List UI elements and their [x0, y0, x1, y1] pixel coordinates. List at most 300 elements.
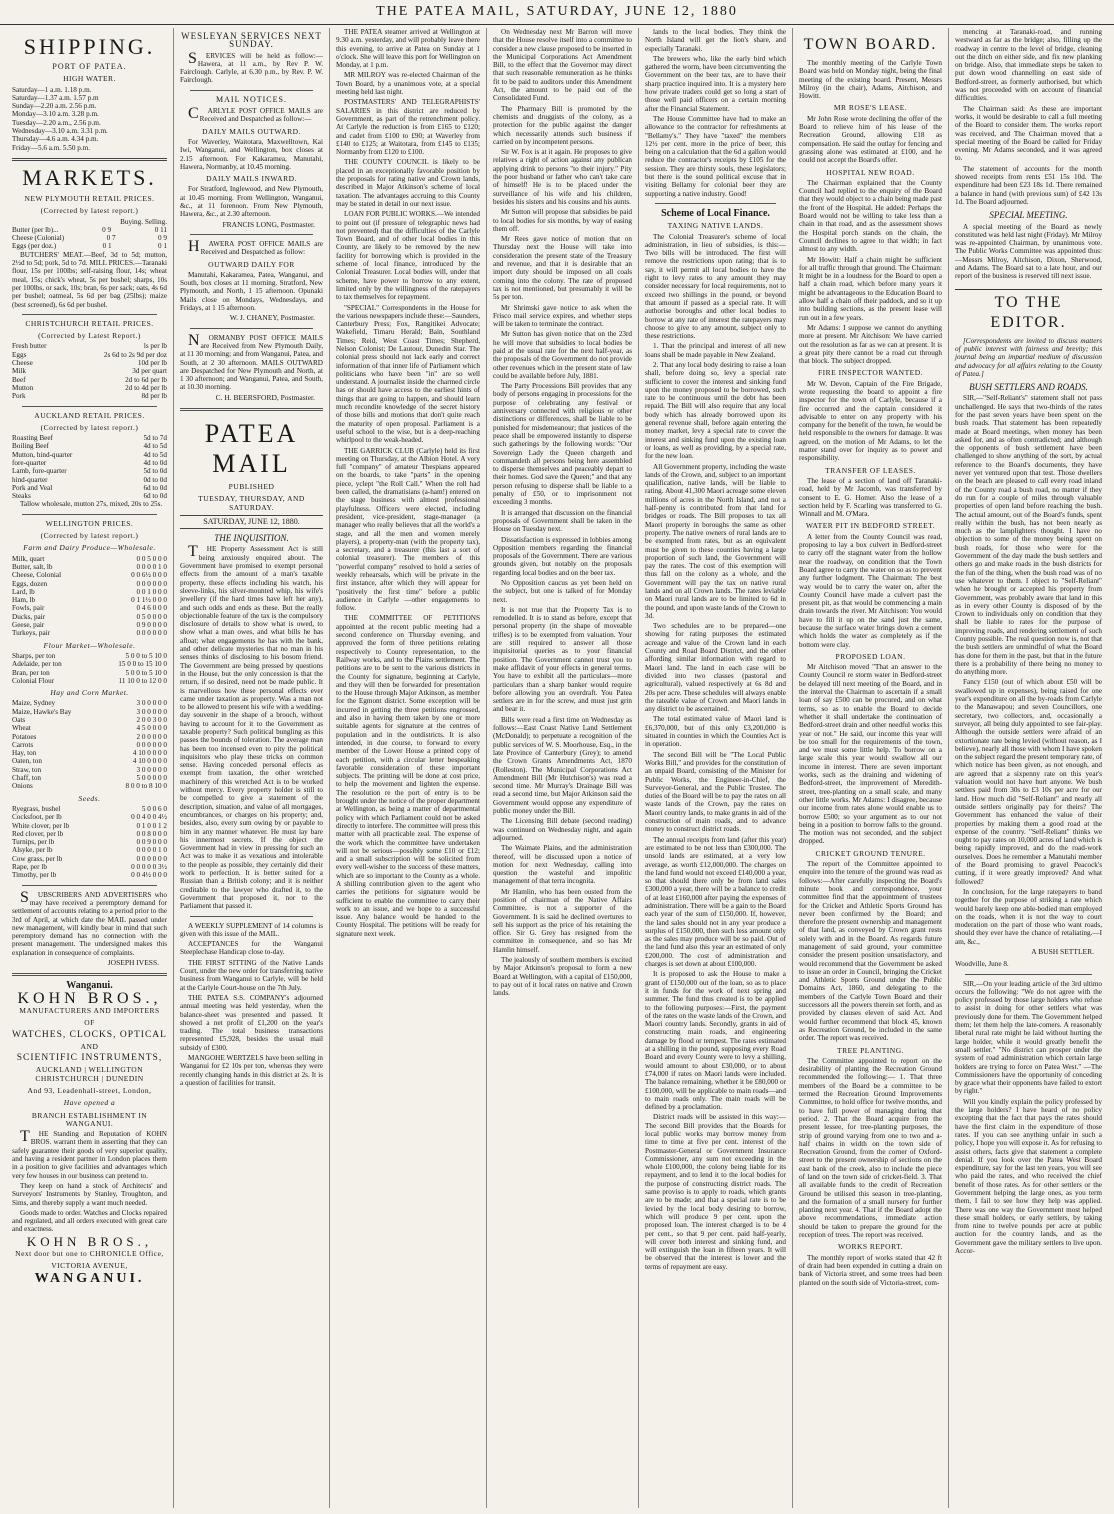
column-2 [173, 28, 329, 1508]
price-cell: Eggs (per doz.) [12, 242, 57, 251]
gossip-item: The Licensing Bill debate (second reading) was continued on Wednesday night, and again adjourned. [493, 817, 632, 842]
price-row [12, 846, 167, 854]
price-cell: Cow grass, per lb [12, 854, 63, 863]
mail-text-3: For Stratford, Inglewood, and New Plymouth, at 10.45 morning. From Wellington, Wanganui, &c., at 11 forenoon. From New Plymouth, Hawera, &c., at 2.30 afternoon. [180, 185, 323, 219]
price-row [12, 555, 167, 563]
price-cell: 2s 6d to 2s 9d per doz [103, 350, 167, 359]
board-item: The Chairman said: As these are important works, it would be desirable to call a full meeting of the Board to consider them. The works report was received, and The Chairman moved that a special meeting of the Board be called for Friday evening. Mr Adams seconded, and it was agreed to. [955, 104, 1102, 163]
board-subheading: CRICKET GROUND TENURE. [815, 848, 926, 858]
price-cell: 2 0 0 3 0 0 [136, 716, 167, 724]
news-item: THE PATEA steamer arrived at Wellington at 9.30 a.m. yesterday, and will probably leave there this evening, to arrive at Patea on Sunday at 1 o'clock. She will leave this port for Wellington on Monday, at 1 p.m. [336, 28, 480, 70]
price-row [12, 629, 167, 637]
price-cell: Alsyke, per lb [12, 846, 53, 855]
price-cell: 0 0 1 0 0 0 [136, 587, 167, 596]
finance-item: The Colonial Treasurer's scheme of local administration, in lieu of subsidies, is this:—Two bills will be introduced. The first will remove the restrictions upon rating; that is to say, it will permit all local bodies to have the right to levy rates to any amount they may consider necessary for local requirements, not to exceed two shillings in the pound, or beyond that amount if passed as a special rate. It will authorise boroughs and other local bodies to borrow at any rate of interest the ratepayers may choose to give to any amount, subject only to these restrictions. [645, 232, 786, 341]
tide-row: Wednesday—3.10 a.m. 3.31 p.m. [12, 127, 108, 136]
board-subheading: WATER PIT IN BEDFORD STREET. [805, 521, 936, 531]
price-cell: 5d to 0d [143, 467, 167, 476]
subscribers-notice: SUBSCRIBERS AND ADVERTISERS who may have received a peremptory demand for settlement of accounts relating to a period prior to the 3rd of April, at which date the MAIL passed under new management, will kindly bear in mind that such peremptory demand has no connection with the present management. The undersigned makes this explanation in consequence of complaints. [12, 888, 167, 957]
price-cell: 0 0 0 0 0 3½ [131, 863, 167, 872]
column-5 [638, 28, 792, 1508]
board-item: Mr Aitchison moved "That an answer to the County Council re storm water in Bedford-street be delayed till next meeting of the Board, and in the interval the Chairman to ascertain if a small loan of say £500 can be procured, and on what terms, so as to enable the Board to decide whether it shall undertake the continuation of Bedford-street drain and other needful works this year or not." He said, our income this year will be too small for the requirements of the town, and we must some little help. To borrow on a large scale this year would swallow all our income in interest. There are seven important works, such as the draining and widening of Bedford-street, the improvement of Meredith-street, tree-planting on a small scale, and many other little works. Mr Adams: I disagree, because our income from rates alone would enable us to borrow £500; so your argument as to our not being in a position to borrow falls to the ground. The motion was not seconded, and the subject dropped. [799, 663, 942, 846]
price-cell: 3 0 0 0 0 0 [136, 699, 167, 708]
price-row [12, 476, 167, 484]
news-item: lands to the local bodies. They think the North Island will get the lion's share, and especially Taranaki. [645, 28, 786, 53]
wl-prices-heading: WELLINGTON PRICES. [45, 518, 134, 528]
price-row [12, 782, 167, 790]
price-row [12, 677, 167, 685]
price-row [12, 367, 167, 375]
finance-item: It is proposed to ask the House to make a grant of £150,000 out of the loan, so as to place it in funds for the work of next spring and summer. The fund thus created is to be applied to the following purposes:—First, the payment of the rates on the waste lands of the Crown, and Maori country lands. Secondly, grants in aid of constructing main roads, and engineering damage by flood or tempest. The rates estimated at a shilling in the pound, supposing every Road Board and every County were to levy a shilling, would amount to about £30,000, or to about £74,000 if rates on Maori lands were included. The balance remaining, whether it be £80,000 or £100,000, will be applicable to main roads—and to main roads only. The main roads will be defined by a proclamation. [645, 970, 786, 1112]
price-cell: Oaten, ton [12, 757, 42, 766]
gossip-item: It is arranged that discussion on the financial proposals of Government shall be taken in the House on Tuesday next. [493, 508, 632, 534]
letter-signature: A BUSH SETTLER. [1031, 946, 1094, 956]
price-row [12, 822, 167, 830]
price-row [12, 571, 167, 579]
price-cell: Cheese [12, 359, 33, 368]
price-cell: Cheese (Colonial) [12, 234, 65, 243]
price-cell: 4d to 5d [143, 442, 167, 451]
news-item: The House Committee have had to make an allowance to the contractor for refreshments at "Bellamy's." They have "taxed" the members 12½ per cent. more in the price of beer, this being on a calculation that the 6d a gallon would reduce the contractor's receipts by £105 for the session. They are thirsty souls, these legislators; but there is the sound political excuse that in visiting Bellamy for colonial beer they are supporting a native industry. Good! [645, 114, 786, 198]
price-row [12, 604, 167, 612]
gossip-item: Mr Sutton has given notice that on the 23rd he will move that subsidies to local bodies be paid at the usual rate for the next half-year, as the proposals of the Government do not provide other revenues which in the present state of law could be available before July, 1881. [493, 330, 632, 380]
price-row [12, 741, 167, 749]
hawera-text: HAWERA POST OFFICE MAILS are Received and Despatched as follow: [188, 237, 323, 257]
price-cell: 0 0 4½ 0 0 0 [131, 871, 167, 880]
gossip-item: The Party Processions Bill provides that any body of persons engaging in processions for the purpose of celebrating any festival or anniversary connected with religious or other distinctions or differences, shall be liable to be punished for misdemeanour; that justices of the peace shall be empowered instantly to disperse such gatherings by the following words: "Our Sovereign Lady the Queen chargeth and commandeth all persons being here assembled to disperse themselves and peaceably depart to their homes. God save the Queen;" and that any person refusing to disperse shall be liable to a penalty of £50, or to imprisonment not exceeding 3 months. [493, 382, 632, 507]
kohn-cities: AUCKLAND | WELLINGTON CHRISTCHURCH | DUNEDIN [35, 1065, 144, 1083]
price-cell: 0 0 0 0 0 0 [136, 854, 167, 863]
kohn-footer-3: VICTORIA AVENUE, [51, 1261, 128, 1271]
board-item: Mr Howitt: Half a chain might be sufficient for all traffic through that ground. The Chairman: It might be in a loudness for the Board to open a half a chain road, which before many years it might be advantageous to the Education Board to allow half a chain off their paddock, and so it up into building sections, as the present lease will run out in a few years. [799, 255, 942, 322]
finance-item: 1. That the principal and interest of all new loans shall be made payable in New Zealand. [645, 342, 786, 359]
price-row [12, 351, 167, 359]
board-subheading: PROPOSED LOAN. [835, 651, 906, 661]
board-item: The Committee appointed to report on the desirability of planting the Recreation Ground recommended the following:— 1. That three members of the Board be a committee to be termed the Recreation Ground Improvements Committee, to hold office for twelve months, and to have full power of managing during that period. 2. That the Board acquire from the present lessee, for tree-planting purposes, the strip of ground varying from one to two and a-half chains in width on the town side of Recreation Ground, from the corner of Oxford-street to the present ownership of sections on the east bank of the creek, also to include the piece of land on the town side of cricket-field. 3. That all available funds to the credit of Recreation Ground be utilised this season in tree-planting, and the formation of a small nursery for further planting next year. 4. That if the Board adopt the above recommendations, immediate action should be taken to prepare the ground for the reception of trees. The report was received. [799, 1056, 942, 1240]
price-cell: Straw, ton [12, 765, 42, 774]
price-row [12, 226, 167, 234]
price-cell: Butter, salt, lb [12, 562, 53, 571]
editor-note: [Correspondents are invited to discuss matters of public interest with fairness and brevity; this journal being an impartial medium of discussion and advocacy for all affairs relating to the County of Patea.] [955, 336, 1102, 378]
price-cell: 0 1 [102, 242, 112, 251]
price-cell: 4d to 5d [143, 450, 167, 459]
price-cell: 0 9 [102, 225, 112, 234]
price-cell: 4 5 0 0 0 0 [136, 724, 167, 733]
price-cell: 0 1 1½ 0 0 0 [131, 596, 167, 605]
price-cell: Onions [12, 782, 33, 791]
price-cell: Eggs, dozen [12, 579, 48, 588]
hawera-text-2: Manutahi, Kakaramea, Patea, Wanganui, and South, box closes at 11 morning. Stratford, New Plymouth, and North, 1 15 afternoon. Opunaki Mails close on Mondays, Wednesdays, and Fridays, at 1 15 afternoon. [180, 270, 323, 313]
kohn-brand: KOHN BROS., [17, 989, 162, 1007]
price-row [12, 596, 167, 604]
news-item: THE GARRICK CLUB (Carlyle) held its first meeting on Thursday, at the Albion Hotel. A very full "company" of amateur Thespians appeared on the boards, to take "parts" in the opening piece, yclept "the Roll Call." When the roll had been called, the dramatisians (a-ham!) entered on the stage business with almost professional playfulness. Officers were elected, including president, vice-president, stage-manager (a manager who really believes that all the world's a stage, and all the men and women merely players), a property-man (with the property tax), a secretary, and a treasurer (this last a sort of colonial treasurer). The members of this "powerful company" resolved to hold a series of weekly rehearsals, which will be private in the first instance, after which they will appear for "positively the first time" before a public audience in Carlyle —other engagements to follow. [336, 446, 480, 613]
tide-row: Saturday—1.37 a.m. 1.57 p.m [12, 93, 99, 102]
gossip-item: Dissatisfaction is expressed in lobbies among Opposition members regarding the financial proposals of the Government. There are various grounds given, but notably on the proposals regarding local bodies and on the beer tax. [493, 535, 632, 577]
column-1 [6, 28, 173, 1508]
letter-text: Will you kindly explain the policy professed by the large holders? I have heard of no policy excepting that the fact that pays the rates should have the first claim in the expenditure of those rates. If you can see anything unfair in such a policy, I hope you will expose it. As for refusing to assist others, facts give that statement a complete denial. If you look over the Patea West Board expenditure, say for the last ten years, you will see who paid the rates, and who received the chief benefit of those rates. As for other settlers or the Government helping the large ones, as you term them, I fail to see how they help was applied. There was one way the Government most helped these small holders, or early settlers, by taking from nine to twelve pounds per acre at public auction for the country lands, and as the Government gave the military settlers to live upon. Accor- [955, 1097, 1102, 1256]
ch-prices-sub: (Corrected by Latest Report.) [38, 331, 141, 341]
price-cell: Milk [12, 367, 26, 376]
price-cell: Lamb, fore-quarter [12, 467, 67, 476]
gossip-item: It is not true that the Property Tax is to remodelled. It is to stand as before, except that personal property (in the shape of moveable trifles) is to be exempted from valuation. Your are still required to answer all those inquisitorial queries as to your financial position. The Government cannot trust you to make affidavit of your effects in general terms. You have to exhibit all the particulars—more particulars than a sharp banker would require before allowing you an overdraft. You Patea settlers are in for the screw, and must just grin and bear it. [493, 605, 632, 714]
news-item: MR MILROY was re-elected Chairman of the Town Board, by a unanimous vote, at a special meeting held last night. [336, 71, 480, 97]
wl-hay-table [12, 699, 167, 790]
letter-text: Fancy £150 (out of which about £50 will be swallowed up in expenses), being raised for one year's expenditure on all the by-roads from Carlyle to the Manawapou; and seven Councillors, one secretary, two collectors, and, occasionally a surveyor, all being duly appointed to see fair-play. Although the outside settlers were afraid of an extortionate rate being levied (without reason, as I believe), nearly all those with whom I have spoken on the subject regard the present temporary rate, of which notice has been given, as not enough, and are agreed that a sixpenny rate on this year's valuation would not have hurt anyone. We bush settlers paid from 30s to £3 10s per acre for our land. How much did "Self-Reliant" and nearly all outside settlers originally pay for theirs? The Government has enhanced the value of their properties by making them a good road at the expense of the country. "Self-Reliant" thinks we ought to pay rates on 10,000 acres of land which is being rapidly improved, and do the road-work ourselves. Does he remember a Manutahi member of the Board promising to gravel Peacock's cutting, if it were greatly improved? And what followed? [955, 678, 1102, 886]
price-cell: 0 9 [158, 234, 167, 243]
tide-row: Tuesday—2.20 a.m., 2.56 p.m. [12, 118, 101, 127]
gossip-item: On Wednesday next Mr Barron will move that the House resolve itself into a committee to consider a new clause proposed to be inserted in the Municipal Corporations Act Amendment Bill, to the effect that the Governor may direct that such reasonable remuneration as he thinks fit to be paid to auditors under this Amendment Act, the amount to be paid out of the Consolidated Fund. [493, 28, 632, 103]
price-row [12, 805, 167, 813]
price-row [12, 588, 167, 596]
columns-container [6, 28, 1108, 1508]
gossip-item: The Pharmacy Bill is promoted by the chemists and druggists of the colony, as a protection for the public against the danger which necessarily attends such business if carried on by incompetent persons. [493, 104, 632, 146]
price-cell: Colonial Flour [12, 676, 55, 685]
mail-daily-out: DAILY MAILS OUTWARD. [202, 126, 301, 136]
wl-farm-heading: Farm and Dairy Produce—Wholesale. [23, 543, 156, 553]
price-row [12, 757, 167, 765]
gossip-item: Sir W. Fox is at it again. He proposes to give relatives a right of action against any publican applying drink to persons "to their injury." Pity the poor husband or father who can't take care of himself! He is to be placed under the surveillance of his wife and his children, besides his sisters and his cousins and his aunts. [493, 148, 632, 206]
price-cell: Sharps, per ton [12, 651, 56, 660]
price-cell: 6d to 0d [143, 492, 167, 501]
kohn-and: AND [80, 1041, 99, 1051]
price-row [12, 716, 167, 724]
published-label: PUBLISHED [228, 481, 275, 491]
shipping-heading: SHIPPING. [23, 34, 156, 59]
price-cell: 4 10 0 0 0 0 [132, 757, 167, 766]
price-cell: 5d to 7d [143, 434, 167, 443]
finance-item: Two schedules are to be prepared—one showing for rating purposes the estimated acreage and value of the Crown land in each County and Road Board District, and the other affording similar information with regard to Maori land. The land in each case will be divided into two classes (pastoral and agricultural), valued respectively at 6s 8d and 20s per acre. These schedules will always enable the rateable value of Crown and Maori lands in any district to be ascertained. [645, 622, 786, 714]
np-cols: Buying. Selling. [120, 217, 167, 226]
price-cell: 2d to 6d per lb [125, 375, 167, 384]
ak-prices-sub: (Corrected by latest report.) [40, 422, 139, 432]
price-cell: 8 0 0 to 8 10 0 [125, 782, 167, 791]
tide-row: Saturday—1 a.m. 1.18 p.m. [12, 85, 92, 94]
price-cell: Carrots [12, 740, 34, 749]
gossip-item: Mr Shrimski gave notice to ask when the Frisco mail service expires, and whether steps will be taken to terminate the contract. [493, 303, 632, 329]
price-cell: 5 0 0 to 5 10 0 [125, 651, 167, 660]
kohn-footer-4: WANGANUI. [34, 1270, 145, 1286]
price-cell: 0 0 6½ 0 0 0 [131, 571, 167, 580]
price-cell: 10d per lb [137, 359, 167, 368]
price-row [12, 242, 167, 250]
price-cell: White clover, per lb [12, 821, 70, 830]
price-cell: Milk, quart [12, 554, 45, 563]
kohn-text-2: They keep on hand a stock of Architects' and Surveyors' Instruments by Stanley, Troughton, and Sims, and thereby supply a want much needed. [12, 1181, 167, 1207]
ak-note: Tallow wholesale, mutton 27s, mixed, 20s to 25s. [20, 500, 163, 509]
editorial-heading: THE INQUISITION. [214, 533, 289, 544]
price-row [12, 613, 167, 621]
port-heading: PORT OF PATEA. [52, 62, 127, 71]
price-row [12, 652, 167, 660]
board-item: Mr W. Devon, Captain of the Fire Brigade, wrote requesting the board to appoint a fire inspector for the town of Carlyle, because if a fire occurred and the captain considered it advisable to enter on any property with his company for the benefit of the town, he would be held responsible to the owners for damage. It was agreed, on the motion of Mr Adams, to let the matter stand over for inquiry as to power and responsibility. [799, 379, 942, 463]
price-row [12, 660, 167, 668]
price-cell: Wheat [12, 724, 31, 733]
kohn-footer: KOHN BROS., [26, 1233, 153, 1249]
price-cell: 4d to 0d [143, 458, 167, 467]
price-cell: Butter (per lb)... [12, 225, 59, 234]
gossip-item: No Opposition caucus as yet been held on the subject, but one is talked of for Monday next. [493, 579, 632, 604]
wesleyan-heading: WESLEYAN SERVICES NEXT SUNDAY. [181, 31, 322, 50]
gossip-item: Bills were read a first time on Wednesday as follows:—East Coast Native Land Settlement (McDonald); to perpetuate a recognition of the public services of W. S. Moorhouse, Esq., in the late Province of Canterbury (Grey); to amend the Crown Grants Amendments Act, 1870 (Rolleston). The Municipal Corporations Act Amendment Bill (Mr Hutchison's) was read a second time. Mr Murray's Drainage Bill was read a second time, but Major Atkinson said the Government would oppose any expenditure of public money under the Bill. [493, 715, 632, 816]
ch-price-table [12, 342, 167, 400]
wl-flour-table [12, 652, 167, 685]
price-row [12, 669, 167, 677]
price-cell: Red clover, per lb [12, 829, 64, 838]
price-cell: 0 0 9 0 0 0 [136, 838, 167, 847]
mail-text-2: For Waverley, Waitotara, Maxwelltown, Kai Iwi, Wanganui, and Wellington, box closes at 2.15 afternoon. For Kakaramea, Manutahi, Hawera, Normanby, at 10.45 morning. [180, 137, 323, 171]
supplement-note: A WEEKLY SUPPLEMENT of 14 columns is given with this issue of the MAIL. [180, 921, 323, 938]
letter-text: SIR,—"Self-Reliant's" statement shall not pass unchallenged. He says that two-thirds of the rates for the past seven years have been spent on the bush roads. That statement has been repeatedly made at Board meetings, when money has been asked for, and as often contradicted; and although the opponents of bush settlement have been challenged to show anything of the sort, by actual reference to the Board's documents, they have never yet ventured upon that test. Those dwellers on the beach are pleased to call every road inland of the County road a bush road, no matter if they do run for a couple of miles through valuable properties of open land before reaching the bush. The actual amount, out of the Board's funds, spent really within the bush, has not been nearly as much as the lamplighters thought. I have no objection to some of the money being spent on bush roads, for those who were for the Government of the day made the bush settlers and others go and make roads in the bush districts for the fun of the thing, when the bush road was of no use whatever to them. I object to "Self-Reliant" when he brought or accepted his property from Government, was probably aware that land in this as in every other County is disposed of by the Crown to individuals only on condition that they shall be liable to rates for the purpose of improving roads, and rendering settlement of such County possible. The real question now is, not that the bush settlers are unmindful of what the Board has done for them in the past, but that in the future there is a probability of there being no money to do anything more. [955, 394, 1102, 677]
price-row [12, 376, 167, 384]
price-cell: 8d per lb [141, 392, 167, 401]
price-row [12, 774, 167, 782]
acceptances-note: ACCEPTANCES for the Wanganui Steeplechase Handicap close to-day. [180, 940, 323, 957]
board-item: Mr John Rose wrote declining the offer of the Board to relieve him of his lease of the Recreation Ground, allowing £18 as compensation. He said the outlay for fencing and grassing alone was estimated at £100, and he could not accept the Board's offer. [799, 114, 942, 165]
price-cell: Rape, per lb [12, 863, 47, 872]
price-cell: Eggs [12, 350, 27, 359]
price-cell: Pork and Veal [12, 483, 53, 492]
price-cell: 0 5 0 0 0 0 [136, 612, 167, 621]
kohn-of: OF [84, 1018, 95, 1028]
price-row [12, 749, 167, 757]
markets-heading: MARKETS. [12, 158, 167, 191]
price-cell: Turnips, per lb [12, 838, 55, 847]
wl-hay-heading: Hay and Corn Market. [50, 688, 129, 698]
editorial-text: THE Property Assessment Act is still being anxiously enquired about. The Government have promised to exempt personal effects from the amount of a man's taxable property, these effects including his watch, his sleeve-links, his silver-mounted whip, his wife's jewellery (if the hard times have left her any), and such odds and ends as these. But the really objectionable feature of the tax is the compulsory disclosure of details to show what is owed, to show what a man owes, and what bills he has afloat; what engagements he has with the bank, and other delicate mysteries that no man in his senses thinks of disclosing to his bosom friend. The Government are being pressed by questions in the House, but the only concession is that the return, if so desired, need not be made public. It is marvellous how these personal effects ever came under taxation as property. Was a man not to be allowed to present his wife with a wedding-day souvenir in the shape of a brooch, without having to account for it to the Government as taxable property? Such political bungling as this passes the bounds of toleration. The average man has been too incensed even to pity the political inquisitors who play these tricks on common sense. Having conceded personal effects as exempt from taxation, the other wretched machinery of this wretched Act is to be worked without mercy. Every property holder is still to be compelled to give a statement of the description, situation, and value of all mortgages, encumbrances, or charges on his property; and, besides, also, every sum owing by or payable to him in any manner whatever. He must lay bare his innermost secrets. If the object the Government had in view in pressing for such an Act was to make it as vexatious and intolerable to the people as possible, they certainly did their work to perfection. It is better suited for a Russian than a British colony; and it is neither creditable to the lawyer who drafted it, to the Government that proposed it, nor to the Parliament that passed it. [180, 543, 323, 911]
price-row [12, 467, 167, 475]
wanganui-heading: Wanganui. [66, 980, 113, 992]
to-the-editor-heading: TO THE EDITOR. [955, 289, 1102, 333]
price-cell: Cheese, Colonial [12, 571, 62, 580]
issue-date: SATURDAY, JUNE 12, 1880. [180, 515, 323, 529]
tide-list [12, 86, 167, 152]
column-6 [792, 28, 948, 1508]
price-cell: 0 0 0 0 0 0 [136, 740, 167, 749]
price-cell: 0 4 6 0 0 0 [136, 604, 167, 613]
masthead: THE PATEA MAIL, SATURDAY, JUNE 12, 1880 [0, 0, 1114, 25]
finance-item: 2. That any local body desiring to raise a loan shall, before doing so, levy a special rate sufficient to cover the interest and sinking fund upon the money proposed to be borrowed, such rate to be continuous until the debt has been repaid. The Bill will also require that any local body which has already borrowed upon its general revenue shall, before again entering the money market, levy a special rate to cover the interest and sinking fund upon the existing loan or loans, as well as providing, by a special rate, for the new loan. [645, 360, 786, 461]
normanby-text: NORMANBY POST OFFICE MAILS are Received from New Plymouth Daily, at 11 30 morning; and from Wanganui, Patea, and South, at 2 30 afternoon. MAILS OUTWARD are Despatched for New Plymouth and North, at 1 30 afternoon; and Wanganui, Patea, and South, at 10.30 morning. [180, 331, 323, 392]
news-item: The brewers who, like the early bird which gathered the worm, have been circumventing the Government on the beer tax, are to have their sharp practice inquired into. It is a mystery here how private traders could get so long a start of those well paid officers on a certain morning after the Financial Statement. [645, 54, 786, 113]
finance-item: The second Bill will be "The Local Public Works Bill," and provides for the constitution of an unpaid Board, consisting of the Minister for Public Works, the Engineer-in-Chief, the Surveyor-General, and the Public Trustee. The duties of the Board will be to pay the rates on all waste lands of the Crown, pay the rates on Maori country lands, to make grants in aid of the construction of main roads, and to advance money to construct district roads. [645, 750, 786, 834]
price-cell: 2 0 0 0 0 0 [136, 732, 167, 741]
price-cell: 0 0 0 0 1 0 [136, 562, 167, 571]
price-cell: 0 1 0 0 1 2 [136, 821, 167, 830]
bush-settlers-heading: BUSH SETTLERS AND ROADS. [969, 382, 1088, 393]
price-cell: ls per lb [143, 342, 167, 351]
price-cell: Hay, ton [12, 749, 37, 758]
price-cell: fore-quarter [12, 458, 47, 467]
price-row [12, 708, 167, 716]
finance-item: The annual receipts from land (after this year) are estimated to be not less than £300,000. The unsold lands are estimated, at a very low average, as worth £12,000,000. The charges on the land fund would not exceed £140,000 a year, so that should there only be from land sales £300,000 a year, there will be a balance to credit of at least £160,000 after paying the expenses of administration. There will be a gain to the Board each year of the sum of £150,000. If, however, the land sales should not in any year produce a surplus of £150,000, then such less amount only as the sales may produce will be so paid. Out of the land fund also this year an estimated of only £200,000. The cost of administration and charges is set down at about £100,000. [645, 835, 786, 969]
price-row [12, 766, 167, 774]
published-days: TUESDAY, THURSDAY, AND SATURDAY. [198, 494, 305, 512]
first-sitting-note: THE FIRST SITTING of the Native Lands Court, under the new order for transferring native business from Wanganui to Carlyle, will be held at the Carlyle Court-house on the 7th July. [180, 958, 323, 992]
price-cell: Potatoes [12, 732, 37, 741]
price-cell: 3d per quart [132, 367, 167, 376]
price-cell: Fresh butter [12, 342, 47, 351]
gossip-item: Mr Rees gave notice of motion that on Thursday next the House will take into consideration the present state of the Treasury and revenue, and that it is desirable that an import duty should be imposed on all coals coming into the colony. The rate of proposed tax is not mentioned, but presumably it will be 5s per ton. [493, 235, 632, 302]
np-prices-sub: (Corrected by latest report.) [40, 206, 139, 216]
letter-text: In conclusion, for the large ratepayers to band together for the purpose of striking a rate which would barely keep one able-bodied man employed on the roads, when it is not the way to court moderation on the part of those who want roads, should they ever have the chance of retaliating.—I am, &c., [955, 887, 1102, 946]
price-row [12, 459, 167, 467]
special-meeting-heading: SPECIAL MEETING. [989, 210, 1068, 221]
price-cell: Cocksfoot, per lb [12, 813, 62, 822]
price-cell: Mutton, hind-quarter [12, 450, 73, 459]
board-subheading: TREE PLANTING. [837, 1045, 904, 1055]
finance-item: District roads will be assisted in this way:—The second Bill provides that the Boards for local public works may borrow money from time to time at five per cent. interest of the Postmaster-General or Government Insurance Commissioner, any sum not exceeding in the whole £100,000, the colony being liable for its repayment, and to lend it to the local bodies for the purpose of constructing district roads. The same proviso is to apply to roads, which grants are to be made; and that a special rate is to be levied by the local body desiring to borrow, which will produce 9 per cent. upon the proposed loan. The interest charged is to be 4 per cent., so that 9 per cent. paid half-yearly, will cover both interest and sinking fund, and will extinguish the loan in fifteen years. It will be observed that the interest is lower and the terms of repayment are easy. [645, 1113, 786, 1271]
news-item: THE COMMITTEE OF PETITIONS appointed at the recent public meeting had a second conference on Thursday evening, and approved the form of three petitions relating respectively to County representation, to the Railway works, and to the Plains settlement. The petitions are to be sent to the various districts in the County for signature, beginning at Carlyle, and they will then be forwarded for presentation to the House through Major Atkinson, as member for the Egmont district. Some exception will be incurred in getting the three petitions engrossed, and also in having them taken by one or more suitable agents for signature at the centres of population and in the outdistricts. It is also intended, in due course, to forward to every member of the Lower House a printed copy of each petition, with a circular letter bespeaking favorable consideration of these important subjects. The printing will be done at cost price, to help the movement and lighten the expense. The resolution re the port of entry is to be brought under the notice of the proper department at Wellington, as being a matter of departmental policy with which Parliament could not be asked directly to interfere. The committee will press this matter with all practicable zeal. The expense of the work which the committee have undertaken will not be serious—possibly some £10 or £12; and a small subscription will be solicited from every well-wisher to the success of these matters, which are so important to the County as a whole. A shilling contribution given to the agent who carries the petitions for signature would be sufficient to enable the committee to carry their work to an issue, and we hope to a successful issue. Any balance would be handed to the County Hospital. The petitions will be ready for signature next week. [336, 614, 480, 938]
price-row [12, 392, 167, 400]
kohn-watches: WATCHES, CLOCKS, OPTICAL [12, 1029, 167, 1040]
letter-text: SIR,—On your leading article of the 3rd ultimo occurs the following: "We do not agree with the policy professed by those large holders who refuse to assist in doing for other settlers what was previously done for them. The Government helped them; let them help the late-comers. A reasonably liberal rural rate might be laid without hurting the large holder, while it would greatly benefit the small settler." "No district can prosper under the system of road administration which certain large holders are trying to force on Patea West." —The Commissioners have the opportunity of conceding by grace what their opponents have failed to extort by right." [955, 979, 1102, 1096]
price-cell: 0 0 0 0 1 0 [136, 846, 167, 855]
board-item: Mr Adams: I suppose we cannot do anything more at present. Mr Aitchison: We have carried out the resolution as far as we can at present. It is a great pity there cannot be a road cut through that block. The subject dropped. [799, 323, 942, 366]
price-cell: Maize, Hawke's Bay [12, 707, 72, 716]
mail-signature: FRANCIS LONG, Postmaster. [222, 219, 315, 229]
column-4 [486, 28, 638, 1508]
local-finance-heading: Scheme of Local Finance. [661, 207, 770, 219]
price-cell: Boiling Beef [12, 442, 49, 451]
gossip-item: The jealously of southern members is excited by Major Atkinson's proposal to form a new Board at Wellington, with a capital of £150,000, to pay out of it local rates on native and Crown lands. [493, 956, 632, 998]
wl-seeds-heading: Seeds. [78, 793, 101, 803]
taxing-native-lands-heading: TAXING NATIVE LANDS. [667, 221, 764, 231]
subscribers-signature: JOSEPH IVESS. [107, 958, 159, 968]
price-cell: 5 0 0 to 5 10 0 [125, 668, 167, 677]
price-row [12, 838, 167, 846]
price-cell: 0 0 5 0 0 0 [136, 554, 167, 563]
price-row [12, 359, 167, 367]
price-cell: Maize, Sydney [12, 699, 56, 708]
price-cell: 11 10 0 to 12 0 0 [118, 676, 167, 685]
price-row [12, 724, 167, 732]
price-cell: 2d to 4d per lb [125, 383, 167, 392]
price-cell: Ham, lb [12, 596, 36, 605]
price-cell: Pork [12, 392, 26, 401]
price-row [12, 234, 167, 242]
tide-row: Sunday—2.20 a.m. 2.56 p.m. [12, 102, 97, 111]
price-row [12, 871, 167, 879]
price-cell: Steaks [12, 492, 31, 501]
price-cell: 0 11 [154, 225, 167, 234]
column-3 [329, 28, 486, 1508]
ss-company-note: THE PATEA S.S. COMPANY's adjourned annual meeting was held yesterday, when the balance-sheet was presented and passed. It showed a net profit of £1,200 on the year's trading. The total business transactions represented £5,928, besides the usual mail subsidy of £300. [180, 993, 323, 1052]
wl-seed-table [12, 805, 167, 880]
price-row [12, 442, 167, 450]
price-cell: 3 0 0 0 0 0 [136, 765, 167, 774]
board-subheading: TRANSFER OF LEASES. [825, 465, 916, 475]
board-item: The lease of a section of land off Taranaki-road, held by Mr Jacomb, was transferred by consent to E. G. Homer. Also the lease of a section held by F. Scarling was transferred to G. Winnall and M. O'Mara. [799, 476, 942, 519]
price-cell: 0d to 0d [143, 475, 167, 484]
price-row [12, 733, 167, 741]
price-row [12, 342, 167, 350]
board-subheading: HOSPITAL NEW ROAD. [826, 167, 915, 177]
price-row [12, 621, 167, 629]
normanby-signature: C. H. BEERSFORD, Postmaster. [215, 392, 315, 402]
price-cell: 0 0 0 0 0 0 [136, 579, 167, 588]
price-row [12, 434, 167, 442]
price-row [12, 384, 167, 392]
tide-row: Friday—5.6 a.m. 5.50 p.m. [12, 143, 91, 152]
wl-flour-heading: Flour Market—Wholesale. [43, 640, 136, 650]
price-row [12, 451, 167, 459]
board-subheading: WORKS REPORT. [837, 1242, 904, 1252]
price-cell: 0 0 8 0 0 0 [136, 829, 167, 838]
wl-prices-sub: (Corrected by latest report.) [40, 531, 139, 541]
price-cell: 5 0 0 0 0 0 [136, 774, 167, 783]
price-cell: Bran, per ton [12, 668, 50, 677]
price-cell: Beef [12, 375, 26, 384]
np-prices-heading: NEW PLYMOUTH RETAIL PRICES. [24, 193, 155, 203]
price-row [12, 830, 167, 838]
wesleyan-text: SERVICES will be held as follow:— Hawera, at 11 a.m., by Rev P. W. Fairclough. Carlyle, at 6.30 p.m., by Rev. P. W. Fairclough. [180, 49, 323, 85]
price-cell: 5 0 0 6 0 [141, 804, 167, 813]
news-item: THE COUNTY COUNCIL is likely to be placed in an exceptionally favorable position by the proposals for rating native and Crown lands, described in Major Atkinson's scheme of local taxation. The advantages accruing to this County may be stated in detail in our next issue. [336, 158, 480, 208]
ak-price-table [12, 434, 167, 500]
price-cell: Adelaide, per ton [12, 660, 62, 669]
price-cell: 4 10 0 0 0 0 [132, 749, 167, 758]
board-item: The monthly meeting of the Carlyle Town Board was held on Monday night, being the final meeting of the existing board. Present, Messrs Milroy (in the chair), Adams, Aitchison, and Howitt. [799, 59, 942, 101]
board-item: The Chairman explained that the County Council had replied to the enquiry of the Board that they would object to a chain being made past the front of the Hospital. He added: Perhaps the Board would not be willing to take less than a chain in that road, and as the assessment shows the Hospital porch stands on the chain, the Council declines to agree to that width; in fact almost to any width. [799, 178, 942, 254]
price-row [12, 492, 167, 500]
board-item: The report of the Committee appointed to enquire into the tenure of the ground was read as follows:—After carefully inspecting the Board's minute book and correspondence, your committee find that the appointment of trustees for the Cricket and Athletic Sports Ground has never been confirmed by the Board; and therefore the present ownership and management of that land, as conveyed by Crown grant rests solely with and in the Board. As regards future management of said ground, your committee consider the present position unsatisfactory, and would recommend that the Government be asked to issue an order in Council, bringing the Cricket and Athletic Sports Ground under the Public Domains Act, 1860, and delegating to the members of the Carlyle Town Board and their successors all the powers therein set forth, and as provided by clauses eleven of said Act. And would further recommend that block 45, known as Recreation Ground, be included in the same order. The report was received. [799, 860, 942, 1043]
ak-prices-heading: AUCKLAND RETAIL PRICES. [34, 410, 145, 420]
price-cell: Lard, lb [12, 587, 35, 596]
price-cell: Timothy, per lb [12, 871, 57, 880]
finance-item: All Government property, including the waste lands of the Crown, and, subject to an important qualification, native lands, will be liable to rating. About 41,300 Maori acreage some eleven millions of acres in the North Island, and not a half-penny is contributed from that land for bridges or roads. The Bill proposes to tax all Maori property in boroughs the same as other property. The native owners of rural lands are to be exempted from rates, but as an equivalent must be given to these counties having a large proportion of such land, the Government will pay the rates. The cost of this exemption will thus fall on the colony as a whole, and the Government will pay the tax on native rural lands and on all Crown lands. The rates leviable on Maori rural lands are to be limited to 6d in the pound, and upon waste lands of the Crown to 3d. [645, 462, 786, 620]
news-item: LOAN FOR PUBLIC WORKS.—We intended to point out (if pressure of telegraphic news had not prevented) that the difficulties of the Carlyle Town Board, and of other local bodies in this County, are likely to be removed by the new facility for borrowing which is provided in the scheme of local finance, introduced by the Colonial Treasurer. Local bodies will, under that scheme, have power to borrow to any extent, limited only by the willingness of the ratepayers to tax themselves for repayment. [336, 210, 480, 302]
gossip-item: Mr Sutton will propose that subsidies be paid to local bodies for six months, by way of easing them off. [493, 208, 632, 233]
price-row [12, 863, 167, 871]
letter-place: Woodville, June 8. [955, 960, 1009, 969]
price-cell: 15 0 0 to 15 10 0 [118, 660, 167, 669]
np-price-table [12, 226, 167, 251]
price-cell: 0 0 4 0 0 4½ [131, 813, 167, 822]
tide-row: Thursday—4.6 a.m. 4.34 p.m. [12, 135, 99, 144]
kohn-footer-2: Next door but one to CHRONICLE Office, [15, 1249, 164, 1259]
finance-item: The total estimated value of Maori land is £6,370,000, but of this only £3,200,000 is situated in counties in which the Counties Act is in operation. [645, 715, 786, 749]
price-cell: 0 9 0 0 0 0 [136, 621, 167, 630]
price-cell: 6d to 0d [143, 483, 167, 492]
price-cell: Ducks, pair [12, 612, 46, 621]
price-cell: Fowls, pair [12, 604, 45, 613]
board-subheading: MR ROSE'S LEASE. [833, 103, 908, 113]
price-row [12, 563, 167, 571]
price-cell: 0 0 0 0 0 0 [136, 629, 167, 638]
kohn-text-3: Goods made to order. Watches and Clocks repaired and regulated, and all orders executed with great care and exactness. [12, 1208, 167, 1234]
high-water-heading: HIGH WATER. [63, 74, 116, 84]
board-item: mencing at Taranaki-road, and running westward as far as the bridge; also, filling up the roadway in centre to the level of bridge, cleaning out the ditch on either side, and fix new planking on bridge. Also, that immediate steps be taken to put down wood channelling on east side of Bedford-street, as formerly authorised, but which was not proceeded with on account of financial difficulties. [955, 28, 1102, 103]
tide-row: Monday—3.10 a.m. 3.28 p.m. [12, 110, 99, 119]
price-cell: 0 1 [158, 242, 167, 251]
price-cell: Oats [12, 716, 26, 724]
kohn-london: And 93, Leadenhall-street, London, [27, 1085, 152, 1095]
kohn-branch: BRANCH ESTABLISHMENT IN WANGANUI. [31, 1110, 148, 1128]
gossip-item: Mr Hamlin, who has been ousted from the position of chairman of the Native Affairs Committee, is not a supporter of the Government. It is said he declined overtures to sell his support as the price of his retaining the office. Sir G. Grey has resigned from the committee in consequence, and so has Mr Hamlin himself. [493, 887, 632, 954]
ch-prices-heading: CHRISTCHURCH RETAIL PRICES. [25, 318, 154, 328]
price-cell: 0 7 [106, 234, 116, 243]
price-cell: 3 0 0 0 0 0 [136, 707, 167, 716]
kohn-text: THE Standing and Reputation of KOHN BROS. warrant them in asserting that they can safely guarantee their goods of very superior quality, and having a resident partner in London places them in a position to give facilities and advantages which very few houses in our business can pretend to. [12, 1128, 167, 1180]
price-cell: Roasting Beef [12, 434, 53, 443]
board-subheading: FIRE INSPECTOR WANTED. [817, 368, 924, 378]
price-row [12, 813, 167, 821]
price-cell: Geese, pair [12, 621, 45, 630]
mail-daily-in: DAILY MAILS INWARD. [206, 174, 297, 184]
price-row [12, 484, 167, 492]
hawera-out: OUTWARD DAILY FOR [208, 259, 295, 269]
wl-price-table [12, 555, 167, 638]
